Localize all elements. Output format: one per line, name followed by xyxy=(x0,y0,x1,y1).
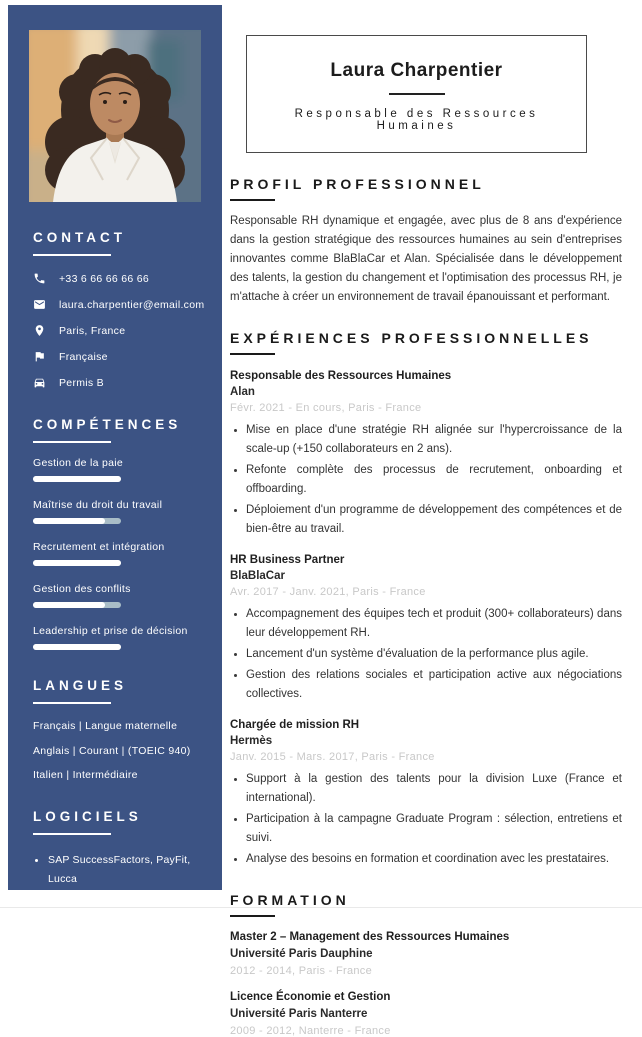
map-pin-icon xyxy=(33,324,46,337)
candidate-title: Responsable des Ressources Humaines xyxy=(294,107,539,132)
skill-bar-track xyxy=(33,476,121,482)
degree-entry xyxy=(230,931,622,977)
contact-row-nationality xyxy=(33,350,210,363)
degree-school: Université Paris Dauphine xyxy=(230,947,373,960)
language-item: Italien | Intermédiaire xyxy=(33,769,138,781)
profile-text: Responsable RH dynamique et engagée, avec plus de 8 ans d'expérience dans la gestion stratégique des ressources humaines au sein d'entreprises innovantes comme BlaBlaCar et Alan. Spécialisée dans le développement des talents, la gestion du changement et l'optimisation des processus RH, je m'attache à créer un environnement de travail épanouissant et performant. xyxy=(230,214,622,303)
name-box xyxy=(246,35,587,153)
job-date: Avr. 2017 - Janv. 2021, Paris - France xyxy=(230,585,426,598)
education-heading: FORMATION xyxy=(230,891,350,908)
skill-bar-fill xyxy=(33,602,105,608)
main-column xyxy=(230,0,622,1037)
languages-underline xyxy=(33,702,111,704)
name-divider xyxy=(389,93,445,95)
skill-label: Leadership et prise de décision xyxy=(33,625,188,637)
sidebar xyxy=(8,5,222,961)
job-company: BlaBlaCar xyxy=(230,569,285,582)
skill-item xyxy=(33,541,210,566)
skill-bar-fill xyxy=(33,518,105,524)
languages-list xyxy=(33,720,210,781)
job-date: Janv. 2015 - Mars. 2017, Paris - France xyxy=(230,750,435,763)
contact-row-license xyxy=(33,376,210,389)
job-bullet: Refonte complète des processus de recrutement, onboarding et offboarding. xyxy=(230,461,622,499)
contact-nationality: Française xyxy=(59,350,108,363)
contact-location: Paris, France xyxy=(59,324,126,337)
skill-bar-fill xyxy=(33,560,121,566)
language-item: Français | Langue maternelle xyxy=(33,720,178,732)
skill-bar-fill xyxy=(33,644,121,650)
job-bullets xyxy=(230,421,622,539)
candidate-name: Laura Charpentier xyxy=(330,60,503,81)
job-bullet: Mise en place d'une stratégie RH alignée sur l'hypercroissance de la scale-up (+150 collaborateurs en 2 ans). xyxy=(230,421,622,459)
skill-bar-track xyxy=(33,560,121,566)
degree-title: Licence Économie et Gestion xyxy=(230,990,391,1003)
education-underline xyxy=(230,915,275,917)
experience-list xyxy=(230,370,622,869)
degree-date: 2012 - 2014, Paris - France xyxy=(230,964,373,977)
skill-bar-track xyxy=(33,644,121,650)
job-bullets xyxy=(230,770,622,869)
job-title: HR Business Partner xyxy=(230,553,345,566)
contact-license: Permis B xyxy=(59,376,104,389)
job-company: Alan xyxy=(230,385,255,398)
job-bullet: Support à la gestion des talents pour la division Luxe (France et international). xyxy=(230,770,622,808)
software-item: Pack Office (Excel avancé), Google Workspace xyxy=(33,908,210,946)
job-bullet: Lancement d'un système d'évaluation de la performance plus agile. xyxy=(230,645,622,664)
job-bullet: Participation à la campagne Graduate Program : sélection, entretiens et suivi. xyxy=(230,810,622,848)
contact-list xyxy=(33,272,210,389)
job-bullet: Déploiement d'un programme de développement des compétences et de bien-être au travail. xyxy=(230,501,622,539)
skills-underline xyxy=(33,441,111,443)
software-item: ATS xyxy=(33,945,210,964)
degree-entry xyxy=(230,991,622,1037)
language-item: Anglais | Courant | (TOEIC 940) xyxy=(33,744,191,757)
phone-icon xyxy=(33,272,46,285)
skill-item xyxy=(33,625,210,650)
education-list xyxy=(230,931,622,1037)
job-bullets xyxy=(230,605,622,704)
software-item: Notion, Slack, Trello xyxy=(33,889,210,908)
job-bullet: Analyse des besoins en formation et coordination avec les prestataires. xyxy=(230,850,622,869)
contact-underline xyxy=(33,254,111,256)
skill-item xyxy=(33,499,210,524)
skill-label: Gestion des conflits xyxy=(33,583,131,595)
skill-item xyxy=(33,583,210,608)
degree-title: Master 2 – Management des Ressources Humaines xyxy=(230,930,510,943)
contact-phone: +33 6 66 66 66 66 xyxy=(59,272,150,285)
skills-list xyxy=(33,457,210,650)
profile-photo xyxy=(29,30,201,202)
experience-underline xyxy=(230,353,275,355)
skill-bar-track xyxy=(33,602,121,608)
contact-row-phone xyxy=(33,272,210,285)
job-company: Hermès xyxy=(230,734,273,747)
job-entry xyxy=(230,719,622,869)
job-title: Responsable des Ressources Humaines xyxy=(230,369,452,382)
contact-row-email xyxy=(33,298,210,311)
skill-bar-track xyxy=(33,518,121,524)
languages-heading: LANGUES xyxy=(33,678,128,693)
job-bullet: Accompagnement des équipes tech et produit (300+ collaborateurs) dans leur développement RH. xyxy=(230,605,622,643)
skill-label: Recrutement et intégration xyxy=(33,541,165,553)
contact-row-location xyxy=(33,324,210,337)
job-bullet: Gestion des relations sociales et participation active aux négociations collectives. xyxy=(230,666,622,704)
flag-icon xyxy=(33,350,46,363)
envelope-icon xyxy=(33,298,46,311)
experience-heading: EXPÉRIENCES PROFESSIONNELLES xyxy=(230,329,593,346)
software-heading: LOGICIELS xyxy=(33,809,142,824)
skill-label: Maîtrise du droit du travail xyxy=(33,499,163,511)
degree-school: Université Paris Nanterre xyxy=(230,1007,368,1020)
car-icon xyxy=(33,376,46,389)
profile-underline xyxy=(230,199,275,201)
skill-bar-fill xyxy=(33,476,121,482)
degree-date: 2009 - 2012, Nanterre - France xyxy=(230,1024,391,1037)
contact-heading: CONTACT xyxy=(33,230,126,245)
job-entry xyxy=(230,370,622,539)
profile-heading: PROFIL PROFESSIONNEL xyxy=(230,175,485,192)
skill-item xyxy=(33,457,210,482)
job-title: Chargée de mission RH xyxy=(230,718,360,731)
contact-email: laura.charpentier@email.com xyxy=(59,298,205,311)
skills-heading: COMPÉTENCES xyxy=(33,417,182,432)
software-item: SAP SuccessFactors, PayFit, Lucca xyxy=(33,851,210,889)
job-entry xyxy=(230,554,622,704)
skill-label: Gestion de la paie xyxy=(33,457,124,469)
job-date: Févr. 2021 - En cours, Paris - France xyxy=(230,401,422,414)
portrait-illustration xyxy=(29,30,201,202)
software-underline xyxy=(33,833,111,835)
software-list xyxy=(33,851,210,964)
